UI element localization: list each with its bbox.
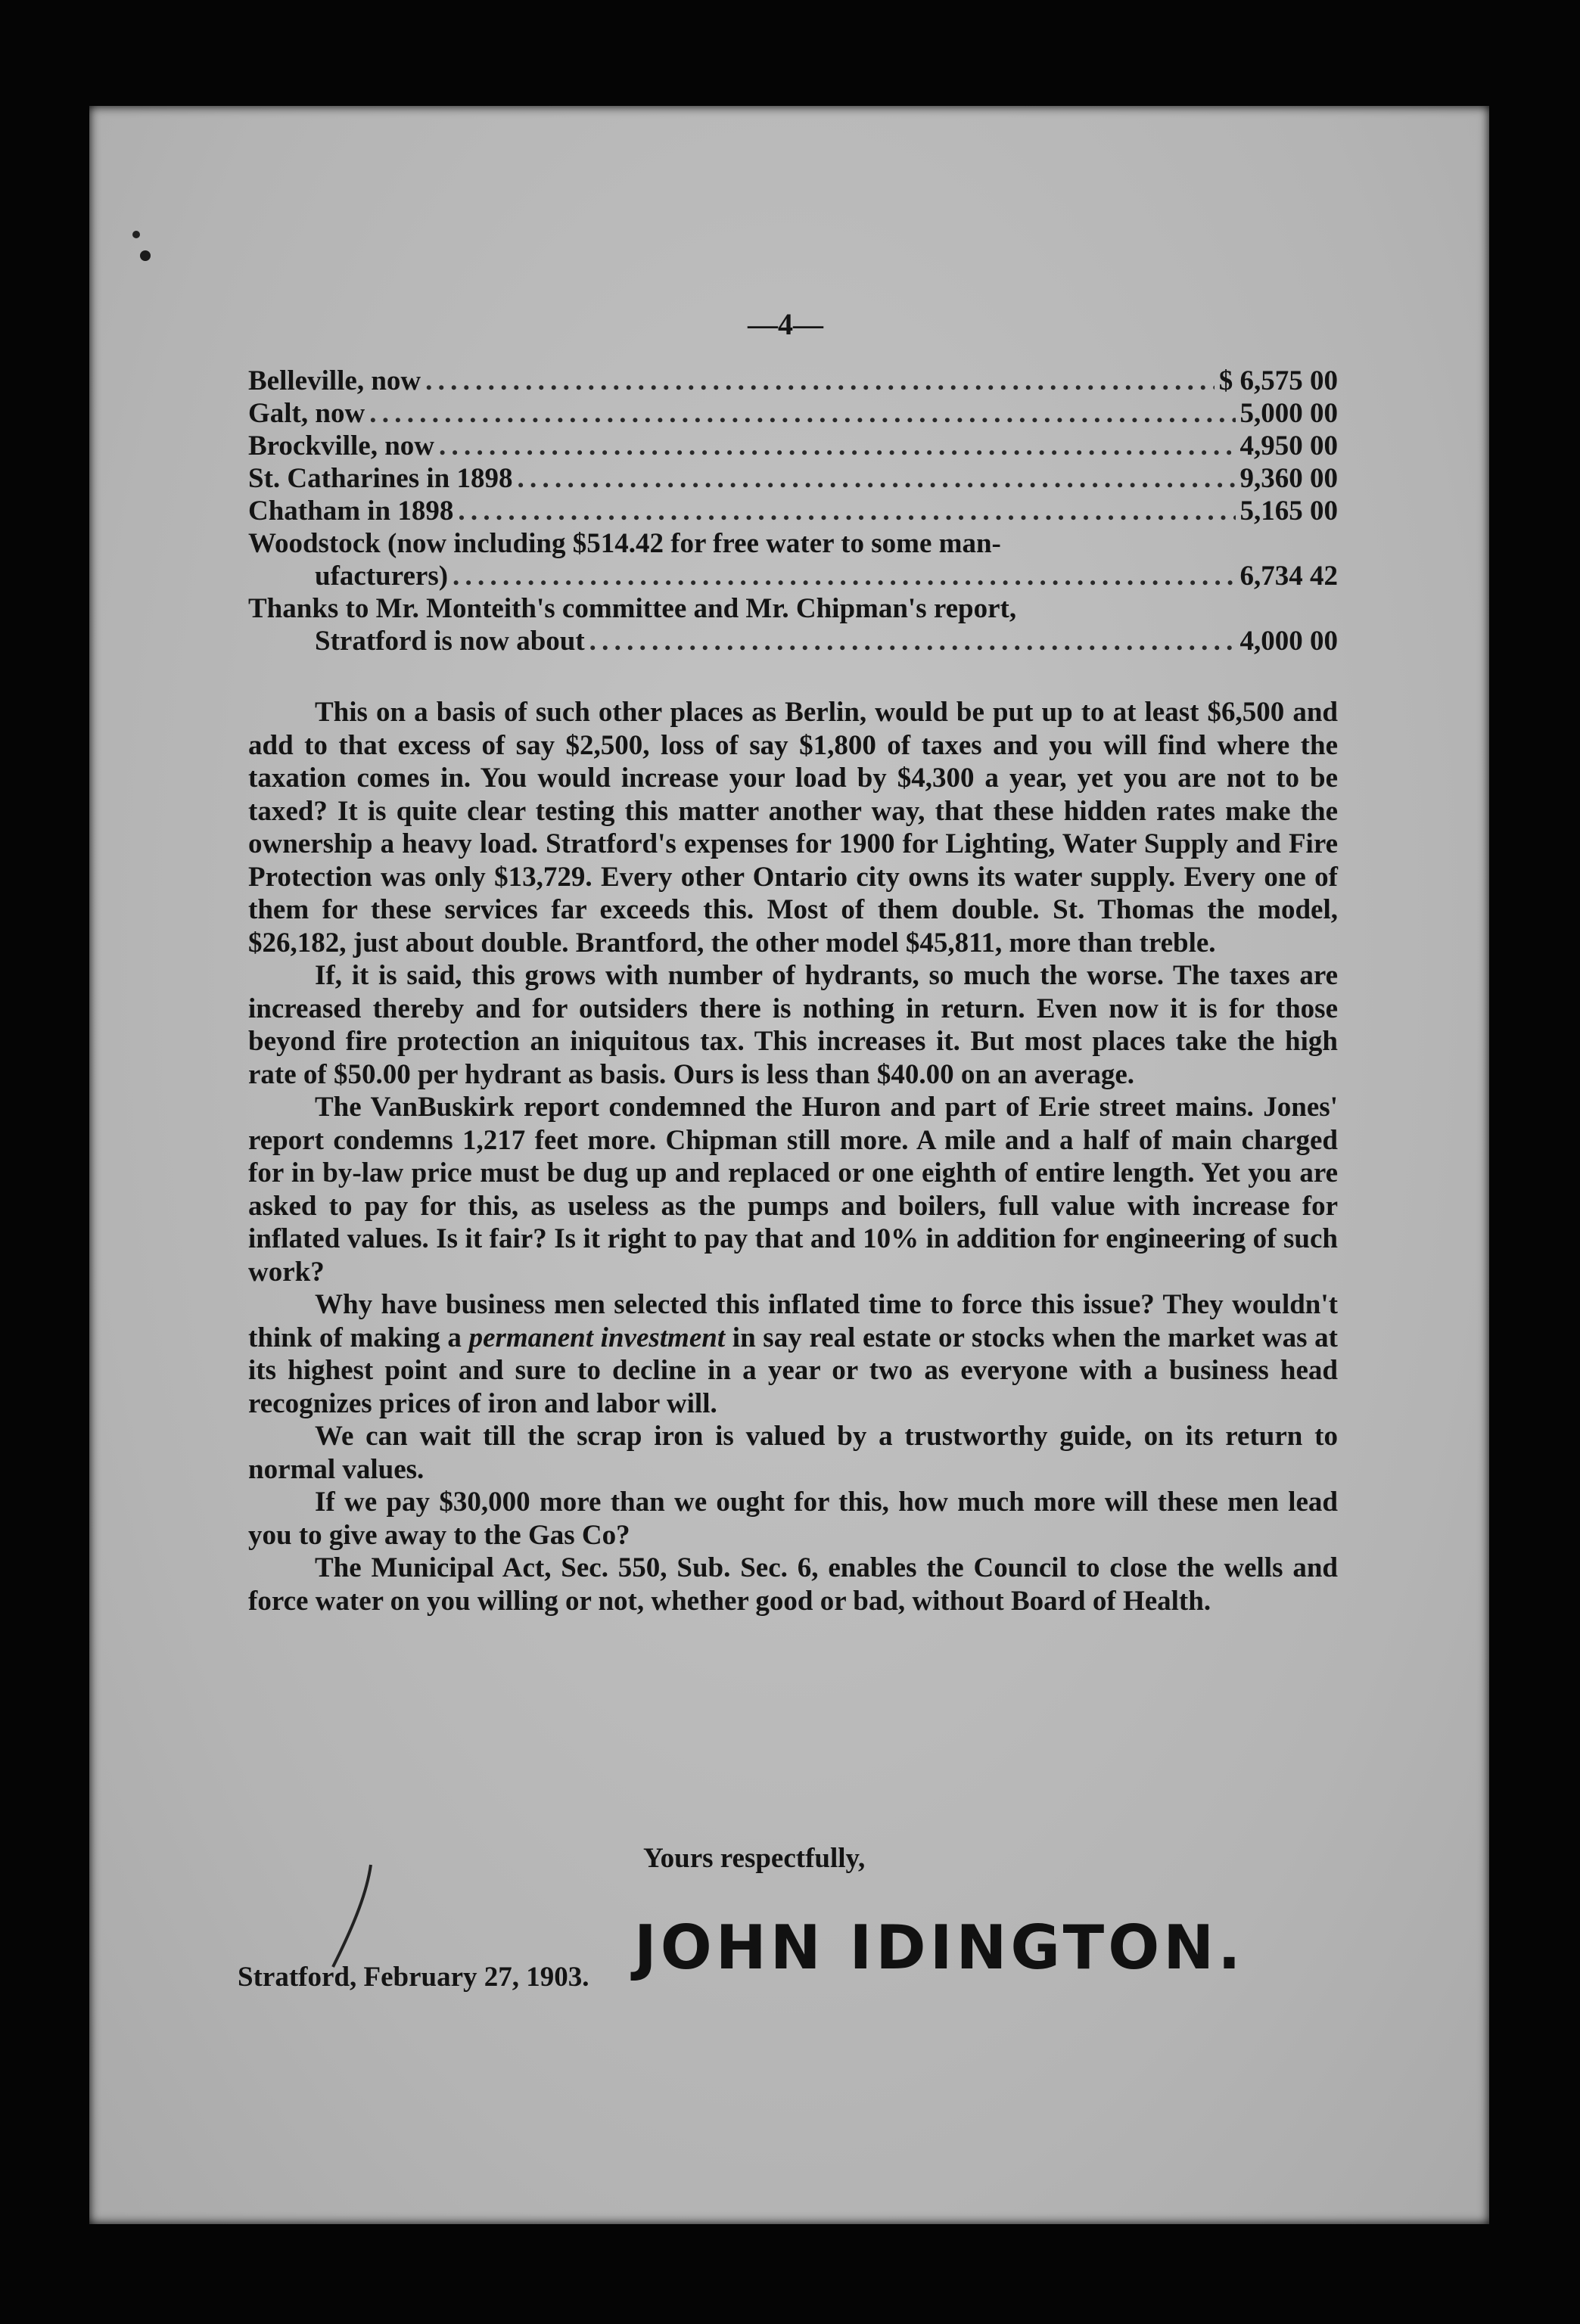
- paragraph: If, it is said, this grows with number of hydrants, so much the worse. The taxes are increased thereby and for outsiders there is nothing in return. Even now it is for those beyond fire protection an iniquitous tax. This increases it. But most places take the high rate of $50.00 per hydrant as basis. Ours is less than $40.00 on an average.: [248, 960, 1338, 1090]
- paragraph: The Municipal Act, Sec. 550, Sub. Sec. 6, enables the Council to close the wells and force water on you willing or not, whether good or bad, without Board of Health.: [248, 1552, 1338, 1617]
- ledger-label: St. Catharines in 1898: [248, 463, 513, 494]
- ledger-label: ufacturers): [315, 561, 449, 592]
- pencil-stroke-mark: [325, 1861, 386, 1974]
- leader-dots: [439, 430, 1236, 462]
- paragraph-text: in say real estate or stocks when the market was at its highest point and sure to decline in a year or two as everyone with a business head recognizes prices of iron and labor will.: [248, 1322, 1338, 1419]
- paragraph: The VanBuskirk report condemned the Huron and part of Erie street mains. Jones' report condemns 1,217 feet more. Chipman still more. A mile and a half of main charged for in by-law price must be dug up and replaced or one eighth of entire length. Yet you are asked to pay for this, as useless as the pumps and boilers, full value with increase for inflated values. Is it fair? Is it right to pay that and 10% in addition for engineering of such work?: [248, 1092, 1338, 1288]
- ledger-amount: $ 6,575 00: [1218, 365, 1338, 396]
- ledger-label: Stratford is now about: [315, 626, 585, 657]
- ledger-label: Woodstock (now including $514.42 for free water to some man-: [248, 528, 1001, 559]
- ledger-amount: 6,734 42: [1239, 561, 1338, 592]
- ledger-amount: 5,165 00: [1239, 496, 1338, 527]
- ledger-amount: 5,000 00: [1239, 398, 1338, 429]
- paragraph: We can wait till the scrap iron is valued by a trustworthy guide, on its return to normal values.: [248, 1421, 1338, 1485]
- page-number: —4—: [748, 307, 823, 341]
- closing-salutation: Yours respectfully,: [643, 1843, 866, 1874]
- ledger-label: Galt, now: [248, 398, 365, 429]
- ledger-row: [248, 397, 1338, 430]
- leader-dots: [458, 495, 1235, 527]
- ledger-row: [248, 625, 1338, 657]
- ledger-row: [248, 365, 1338, 397]
- ledger-label: Thanks to Mr. Monteith's committee and Mr. Chipman's report,: [248, 593, 1017, 624]
- ledger-row: [248, 462, 1338, 495]
- ledger-amount: 4,950 00: [1239, 430, 1338, 461]
- paragraph: [248, 1288, 1338, 1420]
- ledger-amount: 4,000 00: [1239, 626, 1338, 657]
- ledger-row: [248, 495, 1338, 527]
- ledger-row: [248, 430, 1338, 462]
- paragraph: This on a basis of such other places as Berlin, would be put up to at least $6,500 and add to that excess of say $2,500, loss of say $1,800 of taxes and you will find where the taxation comes in. You would increase your load by $4,300 a year, yet you are not to be taxed? It is quite clear testing this matter another way, that these hidden rates make the ownership a heavy load. Stratford's expenses for 1900 for Lighting, Water Supply and Fire Protection was only $13,729. Every other Ontario city owns its water supply. Every one of them for these services far exceeds this. Most of them double. St. Thomas the model, $26,182, just about double. Brantford, the other model $45,811, more than treble.: [248, 697, 1338, 958]
- leader-dots: [517, 462, 1235, 495]
- ledger-amount: 9,360 00: [1239, 463, 1338, 494]
- leader-dots: [369, 397, 1235, 430]
- ledger-label: Belleville, now: [248, 365, 421, 396]
- cost-ledger: [248, 365, 1338, 657]
- leader-dots: [589, 625, 1236, 657]
- dateline: Stratford, February 27, 1903.: [238, 1962, 589, 1993]
- leader-dots: [425, 365, 1215, 397]
- letter-body: [248, 696, 1338, 1617]
- paragraph: If we pay $30,000 more than we ought for this, how much more will these men lead you to give away to the Gas Co?: [248, 1487, 1338, 1551]
- leader-dots: [453, 560, 1235, 592]
- ledger-label: Chatham in 1898: [248, 496, 454, 527]
- ledger-label: Brockville, now: [248, 430, 434, 461]
- signature-name: JOHN IDINGTON.: [634, 1912, 1245, 1983]
- scan-dust-speck: [129, 227, 159, 272]
- emphasis-text: permanent investment: [468, 1322, 726, 1353]
- paragraph-text: Why have business men selected this inflated time to force this issue? They wouldn't think of making a: [248, 1289, 1338, 1353]
- ledger-row: [248, 560, 1338, 592]
